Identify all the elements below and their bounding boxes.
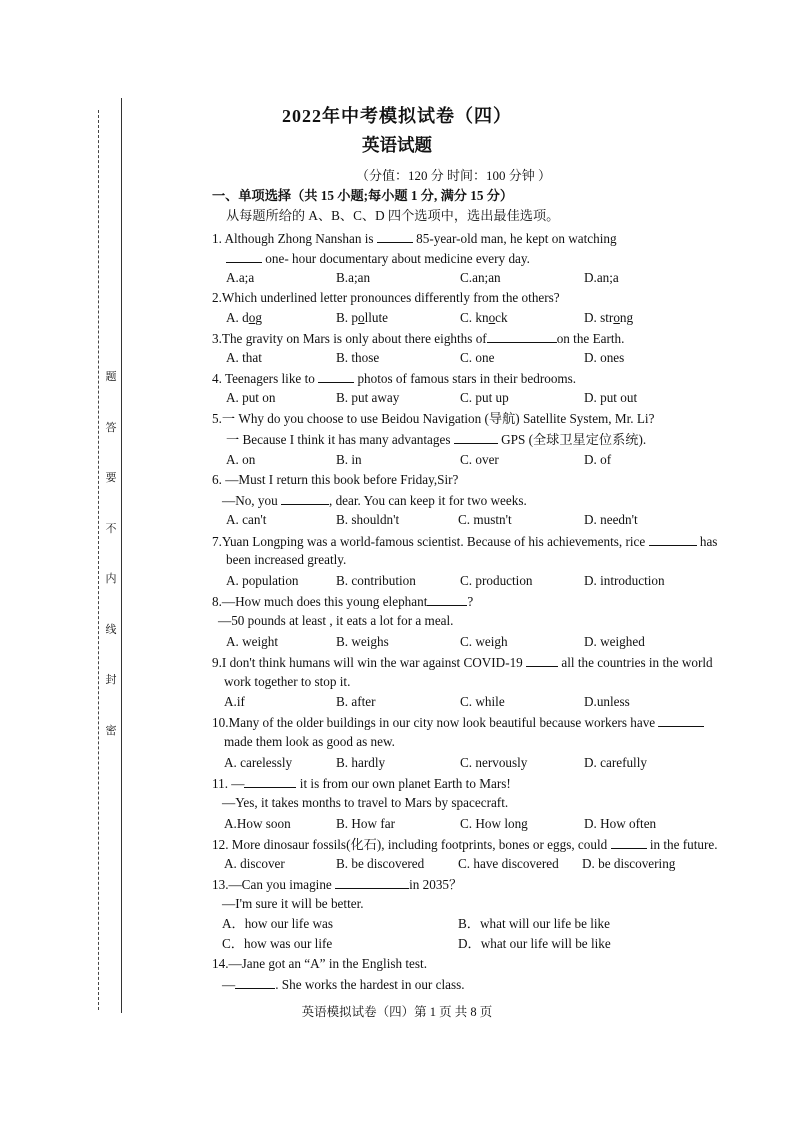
option-c[interactable]: C. while — [460, 694, 505, 709]
question-13 — [212, 875, 462, 893]
option-a[interactable]: A. can't — [226, 512, 267, 527]
option-a[interactable]: A. put on — [226, 390, 276, 405]
option-text: g — [255, 310, 262, 325]
question-2: 2.Which underlined letter pronounces differently from the others? — [212, 290, 560, 305]
option-c[interactable]: C. production — [460, 573, 533, 588]
option-b[interactable]: B. those — [336, 350, 380, 365]
question-11 — [212, 774, 511, 792]
option-c[interactable] — [460, 309, 508, 326]
question-14-cont — [222, 975, 465, 993]
option-d[interactable]: D.unless — [584, 694, 630, 709]
option-a[interactable]: A. discover — [224, 856, 285, 871]
question-text: 3.The gravity on Mars is only about there eighths of — [212, 331, 487, 346]
question-11-cont: —Yes, it takes months to travel to Mars by spacecraft. — [222, 795, 509, 810]
question-text: 85-year-old man, he kept on watching — [416, 231, 617, 246]
section-instruction: 从每题所给的 A、B、C、D 四个选项中，选出最佳选项。 — [226, 208, 560, 223]
seal-char: 答 — [105, 420, 117, 434]
question-text: has — [699, 534, 718, 549]
question-9-cont: work together to stop it. — [224, 674, 351, 689]
question-text: 4. Teenagers like to — [212, 371, 315, 386]
question-1 — [212, 229, 617, 247]
seal-char: 密 — [105, 723, 117, 737]
option-text: A. d — [226, 310, 249, 325]
answer-blank[interactable] — [244, 774, 296, 788]
option-c[interactable]: C. put up — [460, 390, 509, 405]
option-c[interactable]: C. have discovered — [458, 856, 559, 871]
answer-blank[interactable] — [658, 713, 704, 727]
option-b[interactable]: B. shouldn't — [336, 512, 400, 527]
question-text: photos of famous stars in their bedrooms. — [357, 371, 577, 386]
underlined-letter: o — [613, 310, 620, 325]
answer-blank[interactable] — [454, 430, 498, 444]
option-d[interactable]: D. carefully — [584, 755, 647, 770]
question-text: 1. Although Zhong Nanshan is — [212, 231, 374, 246]
answer-blank[interactable] — [611, 835, 647, 849]
option-b[interactable]: B. hardly — [336, 755, 386, 770]
question-text: ? — [467, 594, 474, 609]
seal-char: 要 — [105, 471, 117, 484]
option-text: ng — [619, 310, 634, 325]
question-14: 14.—Jane got an “A” in the English test. — [212, 956, 427, 971]
option-a[interactable]: A．how our life was — [222, 916, 333, 931]
question-text: 11. — — [212, 776, 245, 791]
option-c[interactable]: C. one — [460, 350, 495, 365]
question-text: , dear. You can keep it for two weeks. — [328, 493, 527, 508]
question-text: 10.Many of the older buildings in our city now look beautiful because workers have — [212, 715, 656, 730]
option-c[interactable]: C．how was our life — [222, 936, 333, 951]
option-b[interactable]: B．what will our life be like — [458, 916, 610, 931]
option-a[interactable]: A. population — [226, 573, 299, 588]
option-text: D. str — [584, 310, 614, 325]
answer-blank[interactable] — [427, 592, 467, 606]
question-5-cont — [226, 430, 646, 448]
answer-blank[interactable] — [649, 532, 697, 546]
question-text: on the Earth. — [556, 331, 625, 346]
question-text: in 2035？ — [409, 877, 463, 892]
page-footer: 英语模拟试卷（四）第 1 页 共 8 页 — [301, 1005, 493, 1019]
option-d[interactable]: D. put out — [584, 390, 638, 405]
answer-blank[interactable] — [377, 229, 413, 243]
option-b[interactable]: B. after — [336, 694, 376, 709]
option-c[interactable]: C. nervously — [460, 755, 528, 770]
seal-margin-text — [103, 370, 119, 774]
option-a[interactable]: A.if — [224, 694, 245, 709]
option-c[interactable]: C. over — [460, 452, 499, 467]
answer-blank[interactable] — [526, 653, 558, 667]
option-c[interactable]: C. weigh — [460, 634, 508, 649]
answer-blank[interactable] — [281, 491, 329, 505]
answer-blank[interactable] — [487, 329, 557, 343]
question-text: it is from our own planet Earth to Mars! — [299, 776, 511, 791]
option-b[interactable]: B. put away — [336, 390, 400, 405]
question-5: 5.一 Why do you choose to use Beidou Navigation (导航) Satellite System, Mr. Li? — [212, 411, 655, 426]
question-7-cont: been increased greatly. — [226, 552, 347, 567]
question-text: 7.Yuan Longping was a world-famous scientist. Because of his achievements, rice — [212, 534, 646, 549]
option-d[interactable]: D. weighed — [584, 634, 645, 649]
option-a[interactable]: A.a;a — [226, 270, 255, 285]
option-a[interactable]: A. that — [226, 350, 262, 365]
option-text: ck — [495, 310, 508, 325]
seal-char: 题 — [105, 370, 117, 383]
exam-subtitle: 英语试题 — [362, 135, 432, 155]
question-text: . She works the hardest in our class. — [275, 977, 465, 992]
option-b[interactable]: B. contribution — [336, 573, 416, 588]
option-c[interactable]: C. How long — [460, 816, 528, 831]
option-a[interactable] — [226, 309, 262, 326]
option-b[interactable]: B. be discovered — [336, 856, 425, 871]
exam-meta: （分值：120 分 时间：100 分钟 ） — [356, 168, 552, 183]
option-d[interactable]: D.an;a — [584, 270, 619, 285]
question-10 — [212, 713, 704, 731]
option-b[interactable]: B. weighs — [336, 634, 389, 649]
binding-solid-line — [121, 98, 122, 1013]
option-c[interactable]: C.an;an — [460, 270, 501, 285]
option-text: llute — [364, 310, 389, 325]
option-d[interactable]: D. of — [584, 452, 612, 467]
option-a[interactable]: A.How soon — [224, 816, 291, 831]
question-10-cont: made them look as good as new. — [224, 734, 395, 749]
answer-blank[interactable] — [335, 875, 409, 889]
underlined-letter: o — [357, 310, 365, 325]
section-heading: 一、单项选择（共 15 小题;每小题 1 分, 满分 15 分） — [212, 188, 514, 203]
option-d[interactable]: D. introduction — [584, 573, 665, 588]
underlined-letter: o — [248, 310, 256, 325]
option-d[interactable]: D. needn't — [584, 512, 638, 527]
question-text: in the future. — [649, 837, 718, 852]
option-a[interactable]: A. carelessly — [224, 755, 293, 770]
question-text: —No, you — [222, 493, 278, 508]
question-text: GPS (全球卫星定位系统). — [501, 432, 647, 447]
option-b[interactable]: B.a;an — [336, 270, 371, 285]
answer-blank[interactable] — [318, 369, 354, 383]
option-b[interactable]: B. in — [336, 452, 362, 467]
option-d[interactable]: D. ones — [584, 350, 625, 365]
seal-char: 线 — [105, 622, 117, 636]
question-text: 12. More dinosaur fossils(化石), including footprints, bones or eggs, could — [212, 837, 608, 852]
question-8 — [212, 592, 473, 610]
question-12 — [212, 835, 718, 853]
question-text: — — [222, 977, 236, 992]
seal-char: 封 — [105, 673, 117, 686]
option-c[interactable]: C. mustn't — [458, 512, 512, 527]
question-6-cont — [222, 491, 527, 509]
question-1-cont — [226, 249, 530, 267]
option-b[interactable]: B. How far — [336, 816, 395, 831]
answer-blank[interactable] — [226, 249, 262, 263]
question-text: one- hour documentary about medicine every day. — [265, 251, 530, 266]
question-text: 8.—How much does this young elephant — [212, 594, 428, 609]
question-text: all the countries in the world — [561, 655, 713, 670]
answer-blank[interactable] — [235, 975, 275, 989]
question-6: 6. —Must I return this book before Friday,Sir? — [212, 472, 459, 487]
option-d[interactable]: D. How often — [584, 816, 657, 831]
seal-char: 不 — [105, 521, 117, 535]
option-d[interactable]: D．what our life will be like — [458, 936, 611, 951]
question-4 — [212, 369, 576, 387]
option-text: C. kn — [460, 310, 489, 325]
seal-char: 内 — [105, 572, 117, 585]
underlined-letter: o — [488, 310, 496, 325]
question-8-cont: —50 pounds at least , it eats a lot for a meal. — [218, 613, 454, 628]
question-13-cont: —I'm sure it will be better. — [222, 896, 364, 911]
exam-title: 2022年中考模拟试卷（四） — [282, 106, 512, 126]
question-text: 13.—Can you imagine — [212, 877, 332, 892]
option-d[interactable]: D. be discovering — [582, 856, 676, 871]
option-d[interactable] — [584, 309, 633, 326]
question-text: 一 Because I think it has many advantages — [226, 432, 451, 447]
question-3 — [212, 329, 624, 347]
question-7 — [212, 532, 717, 550]
option-b[interactable] — [336, 309, 388, 326]
binding-dashed-line — [98, 110, 99, 1010]
question-text: 9.I don't think humans will win the war against COVID-19 — [212, 655, 523, 670]
option-text: B. p — [336, 310, 358, 325]
option-a[interactable]: A. on — [226, 452, 256, 467]
question-9 — [212, 653, 713, 671]
option-a[interactable]: A. weight — [226, 634, 279, 649]
